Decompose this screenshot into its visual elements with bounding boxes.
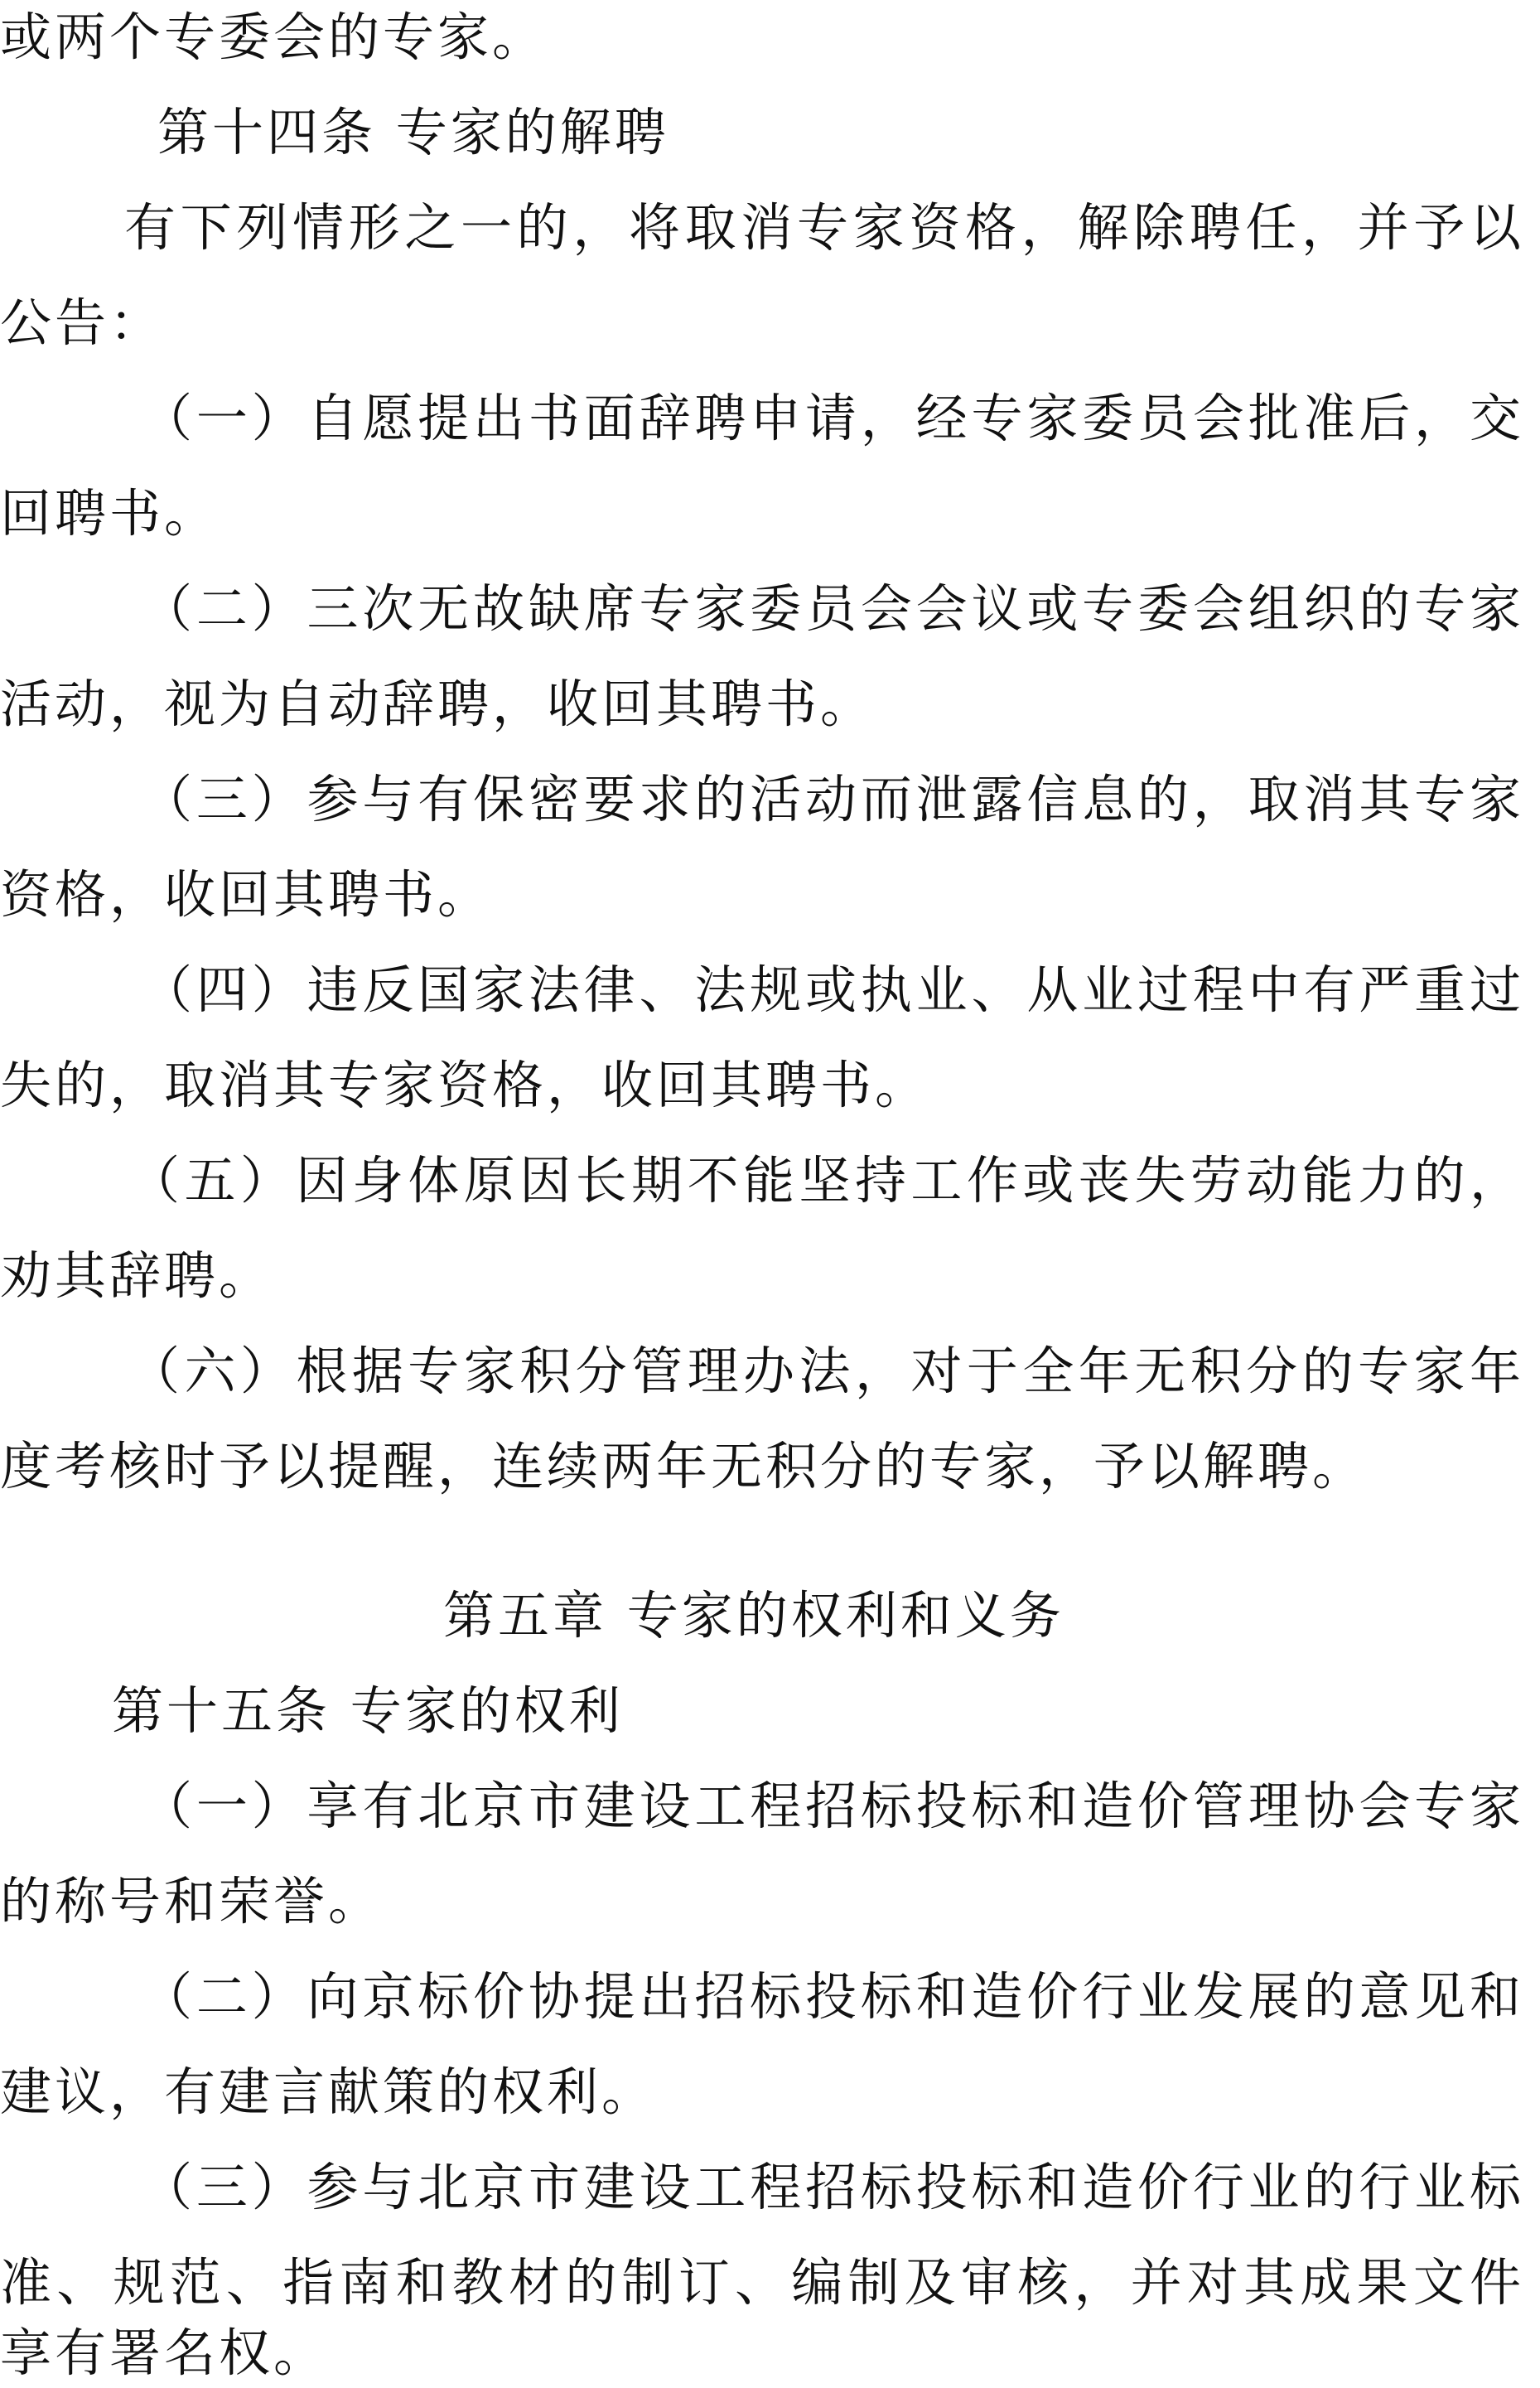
text-line: 建议，有建言献策的权利。 [0,2062,657,2122]
list-item: （一）自愿提出书面辞聘申请，经专家委员会批准后，交 [141,388,1521,448]
text-line: 回聘书。 [0,483,220,544]
text-line: 活动，视为自动辞聘，收回其聘书。 [0,674,876,734]
article-heading: 第十五条 专家的权利 [112,1680,624,1741]
text-line: 劝其辞聘。 [0,1245,274,1306]
text-line: 享有署名权。 [0,2323,329,2383]
text-line: 或两个专委会的专家。 [0,7,548,67]
list-item: （五）因身体原因长期不能坚持工作或丧失劳动能力的， [128,1150,1521,1211]
text-line: 准、规范、指南和教材的制订、编制及审核，并对其成果文件 [0,2252,1521,2313]
text-line: 资格，收回其聘书。 [0,864,493,925]
list-item: （三）参与北京市建设工程招标投标和造价行业的行业标 [141,2157,1521,2217]
chapter-title: 第五章 专家的权利和义务 [443,1585,1064,1646]
article-heading: 第十四条 专家的解聘 [157,102,669,162]
list-item: （六）根据专家积分管理办法，对于全年无积分的专家年 [128,1341,1521,1401]
text-line: 公告： [0,292,165,353]
list-item: （四）违反国家法律、法规或执业、从业过程中有严重过 [141,960,1521,1020]
text-line: 失的，取消其专家资格，收回其聘书。 [0,1055,930,1115]
text-line: 度考核时予以提醒，连续两年无积分的专家，予以解聘。 [0,1436,1368,1496]
list-item: （二）三次无故缺席专家委员会会议或专委会组织的专家 [141,578,1521,639]
list-item: （一）享有北京市建设工程招标投标和造价管理协会专家 [141,1776,1521,1836]
list-item: （三）参与有保密要求的活动而泄露信息的，取消其专家 [141,769,1521,829]
text-line: 有下列情形之一的，将取消专家资格，解除聘任，并予以 [124,197,1521,258]
text-line: 的称号和荣誉。 [0,1871,384,1931]
list-item: （二）向京标价协提出招标投标和造价行业发展的意见和 [141,1966,1521,2027]
